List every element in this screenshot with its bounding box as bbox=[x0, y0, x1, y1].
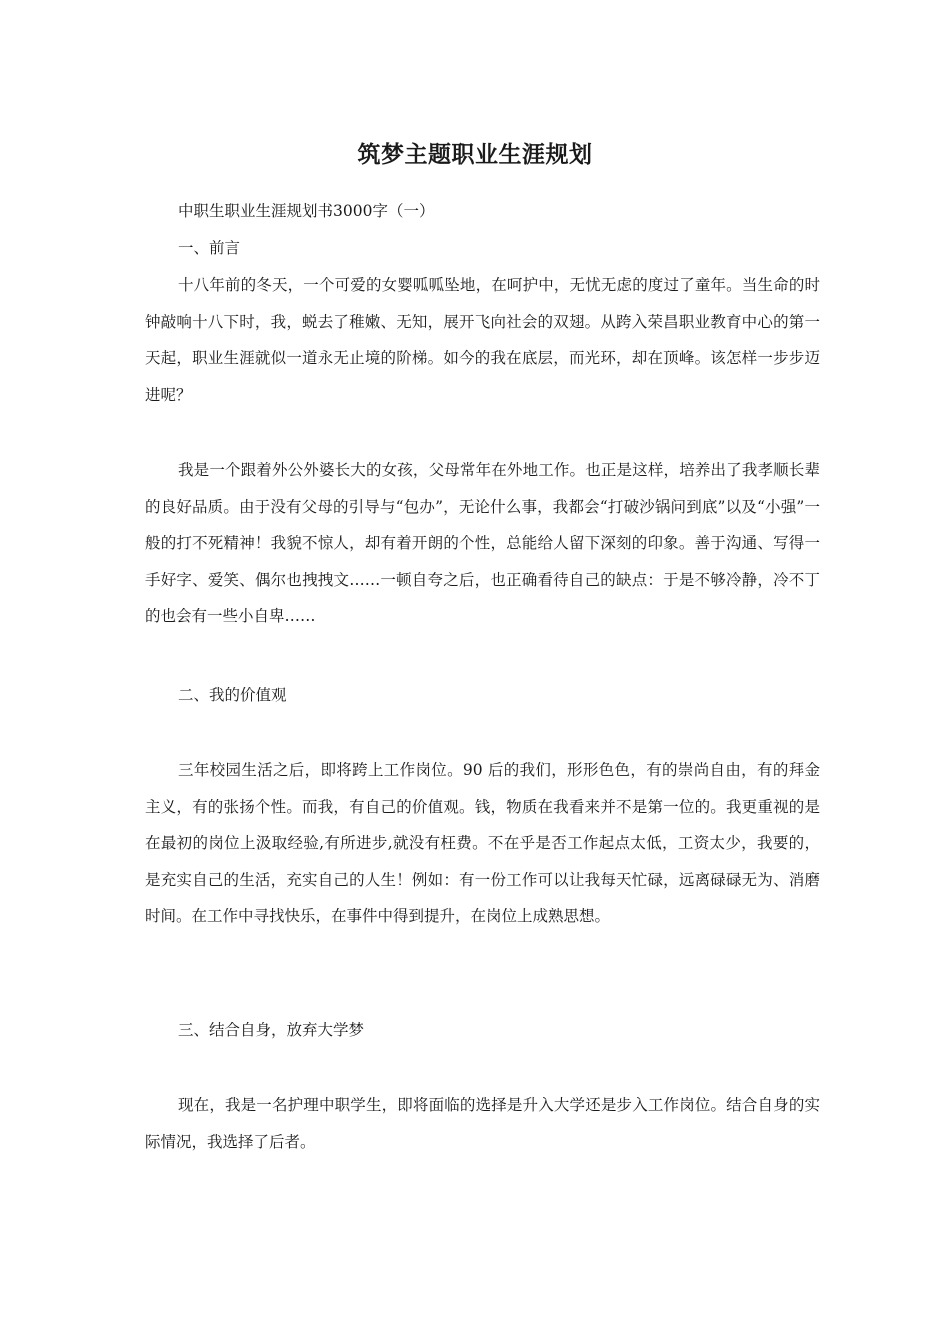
paragraph-preface: 十八年前的冬天，一个可爱的女婴呱呱坠地，在呵护中，无忧无虑的度过了童年。当生命的时钟敲响十八下时，我，蜕去了稚嫩、无知，展开飞向社会的双翅。从跨入荣昌职业教育中心的第一天起，职业生涯就似一道永无止境的阶梯。如今的我在底层，而光环，却在顶峰。该怎样一步步迈进呢？ bbox=[145, 276, 820, 404]
paragraph-self-intro: 我是一个跟着外公外婆长大的女孩，父母常年在外地工作。也正是这样，培养出了我孝顺长辈的良好品质。由于没有父母的引导与“包办”，无论什么事，我都会“打破沙锅问到底”以及“小强”一般的打不死精神！我貌不惊人，却有着开朗的个性，总能给人留下深刻的印象。善于沟通、写得一手好字、爱笑、偶尔也拽拽文……一顿自夸之后，也正确看待自己的缺点：于是不够冷静，冷不丁的也会有一些小自卑…… bbox=[145, 461, 820, 625]
document-title: 筑梦主题职业生涯规划 bbox=[357, 141, 593, 169]
paragraph-choice: 现在，我是一名护理中职学生，即将面临的选择是升入大学还是步入工作岗位。结合自身的实际情况，我选择了后者。 bbox=[145, 1096, 820, 1151]
section-heading-values: 二、我的价值观 bbox=[178, 686, 287, 704]
section-heading-choice: 三、结合自身，放弃大学梦 bbox=[178, 1021, 365, 1039]
paragraph-values: 三年校园生活之后，即将跨上工作岗位。90 后的我们，形形色色，有的崇尚自由，有的拜金主义，有的张扬个性。而我，有自己的价值观。钱，物质在我看来并不是第一位的。我更重视的是在最初的岗位上汲取经验,有所进步,就没有枉费。不在乎是否工作起点太低，工资太少，我要的，是充实自己的生活，充实自己的人生！例如：有一份工作可以让我每天忙碌，远离碌碌无为、消磨时间。在工作中寻找快乐，在事件中得到提升，在岗位上成熟思想。 bbox=[145, 761, 820, 925]
document-subtitle: 中职生职业生涯规划书3000字（一） bbox=[178, 202, 435, 220]
section-heading-preface: 一、前言 bbox=[178, 239, 241, 257]
